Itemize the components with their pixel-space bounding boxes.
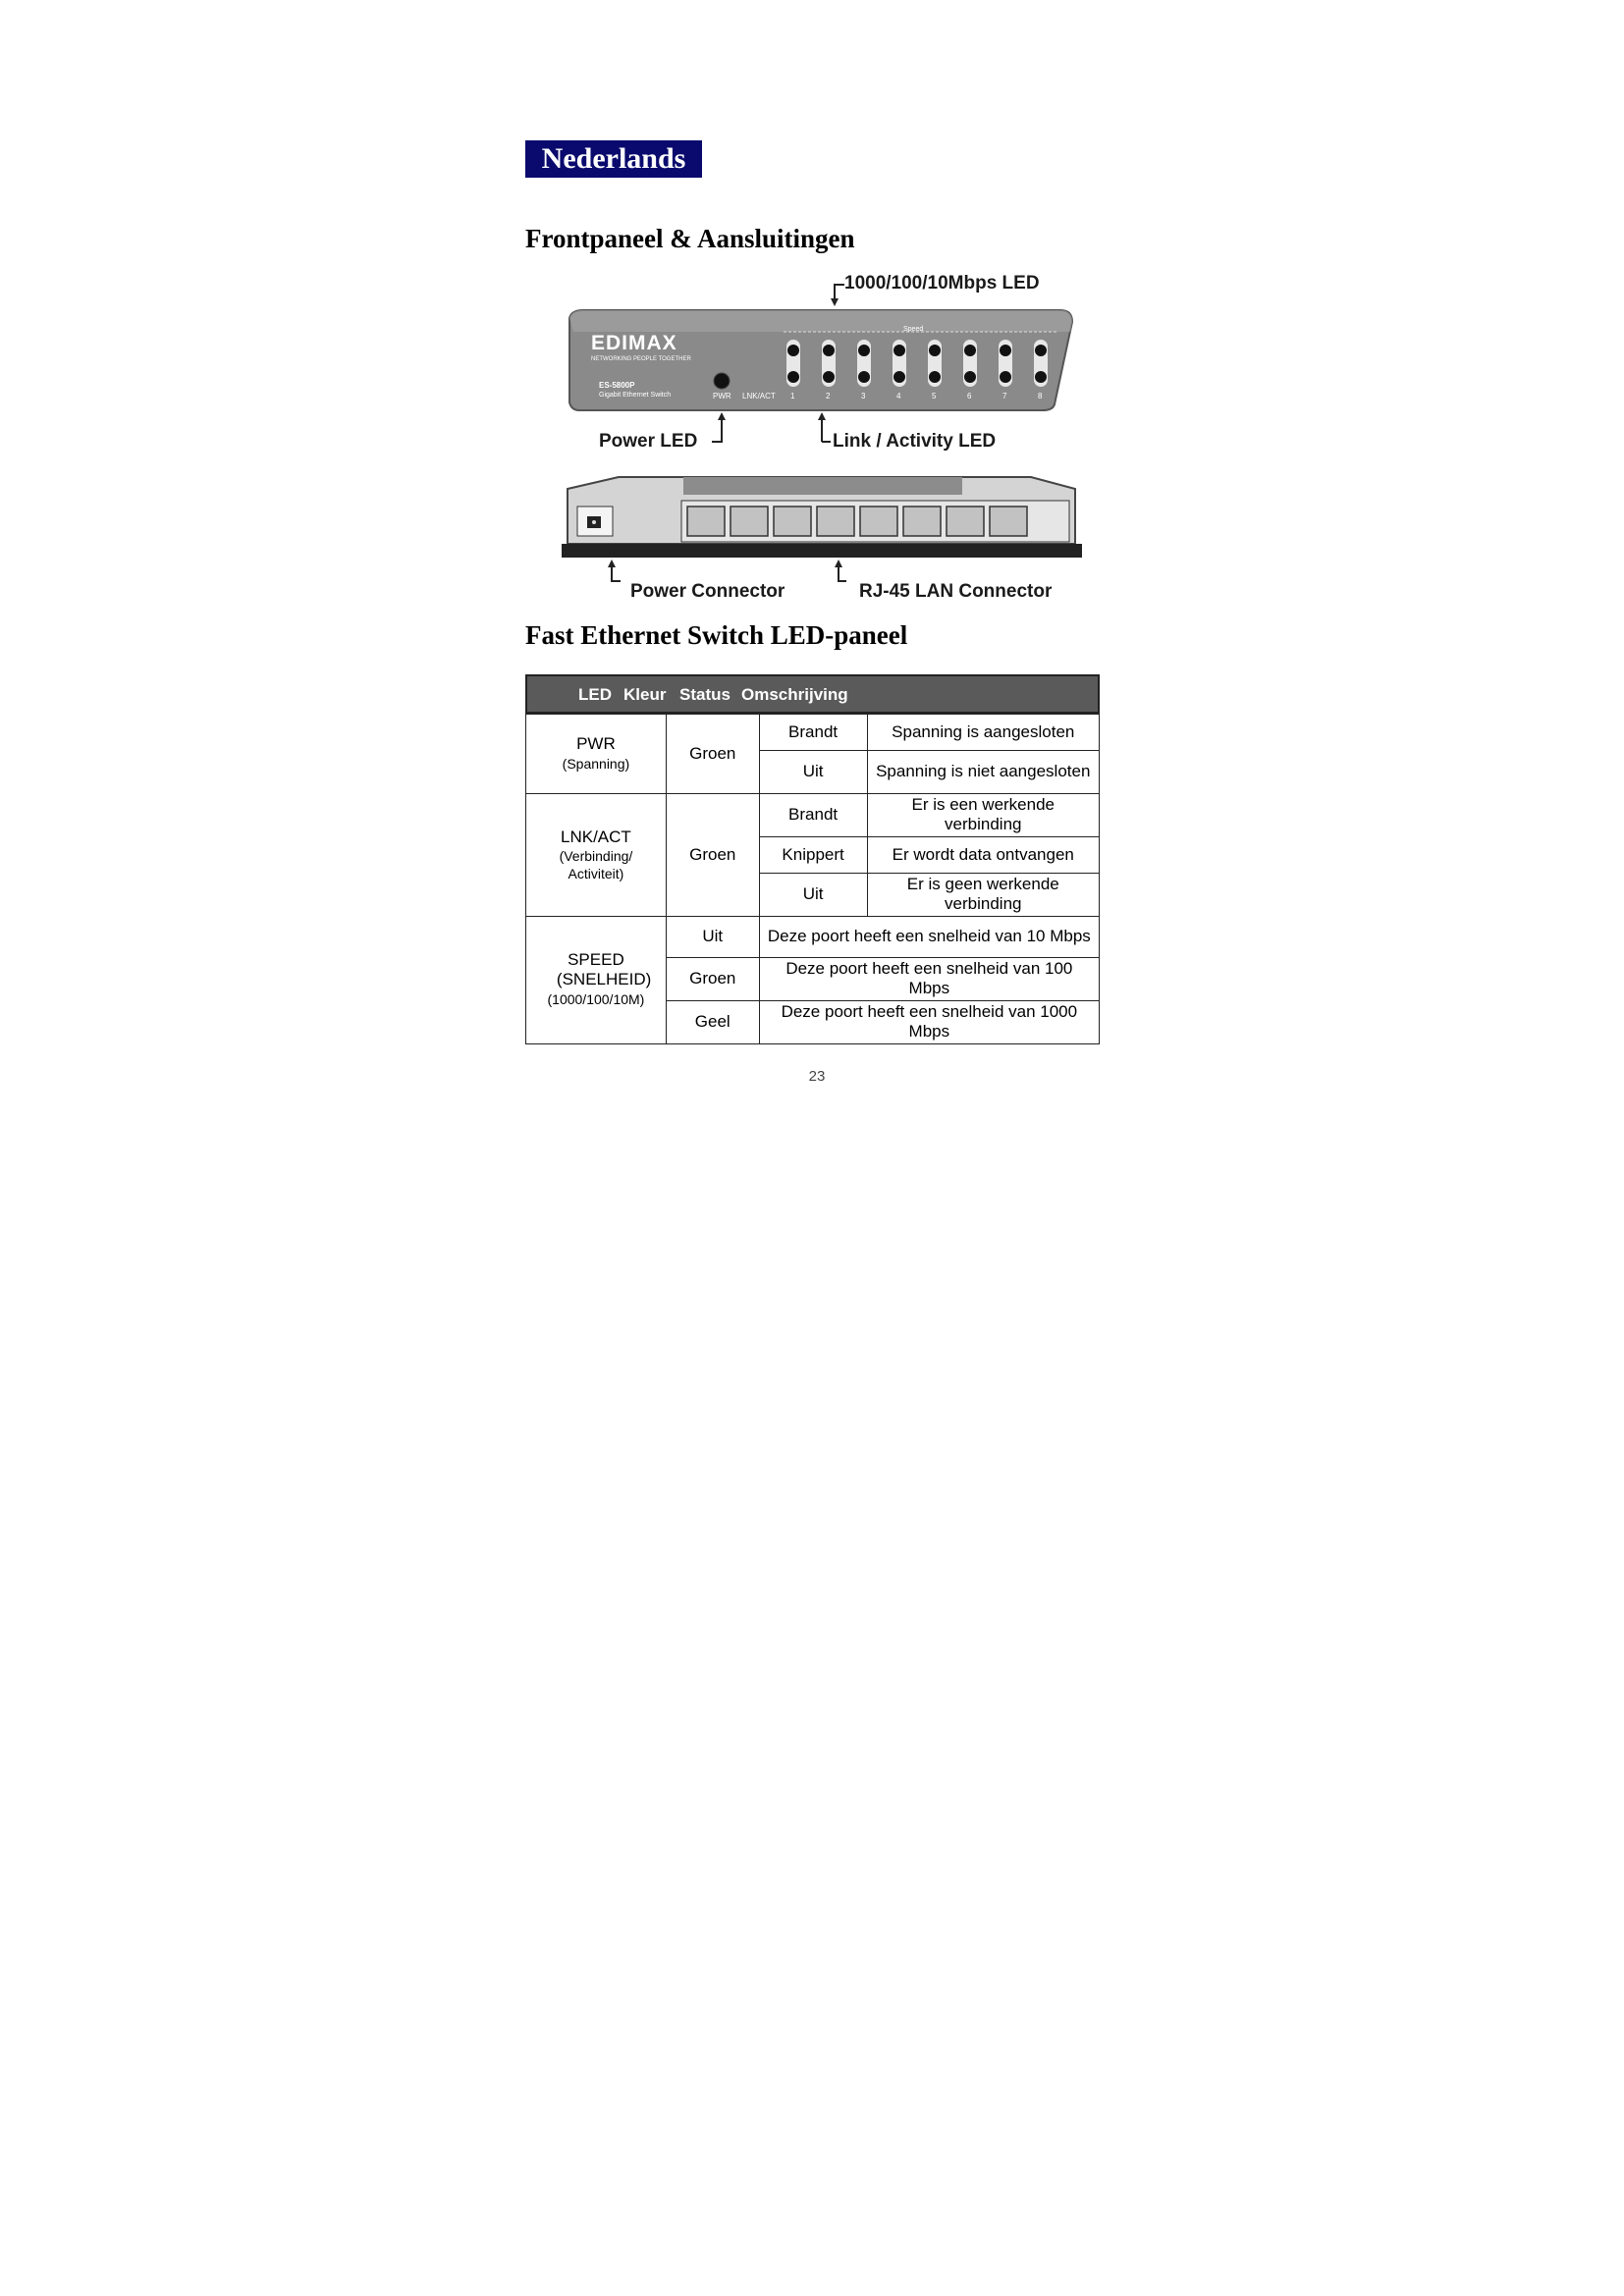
led-cell: LNK/ACT (Verbinding/ Activiteit) [526,793,667,916]
description-cell: Deze poort heeft een snelheid van 10 Mbps [759,916,1099,957]
header-omschrijving: Omschrijving [741,685,848,704]
port-number: 2 [826,392,831,400]
model-description: Gigabit Ethernet Switch [599,392,672,399]
port-number: 5 [932,392,937,400]
status-cell: Brandt [759,714,867,750]
color-cell: Groen [666,714,759,793]
power-led-callout: Power LED [599,431,698,452]
pwr-caption: PWR [713,392,731,400]
link-activity-led-callout: Link / Activity LED [833,431,997,452]
color-cell: Geel [666,1000,759,1043]
status-cell: Uit [759,750,867,793]
led-cell: SPEED (SNELHEID) (1000/100/10M) [526,916,667,1043]
brand-tagline: NETWORKING PEOPLE TOGETHER [591,356,691,362]
description-cell: Spanning is aangesloten [867,714,1099,750]
port-number: 1 [790,392,795,400]
table-row [526,793,1100,836]
brand-logo: EDIMAX [591,332,677,354]
led-table [525,674,1100,1044]
rj45-connector-callout: RJ-45 LAN Connector [859,581,1053,602]
model-number: ES-5800P [599,381,635,390]
description-cell: Er is geen werkende verbinding [867,873,1099,916]
status-cell: Brandt [759,793,867,836]
led-cell: PWR (Spanning) [526,714,667,793]
section-heading-front-panel: Frontpaneel & Aansluitingen [525,224,855,253]
table-row [526,714,1100,750]
header-status: Status [679,685,731,704]
status-cell: Knippert [759,836,867,873]
header-kleur: Kleur [623,685,667,704]
switch-illustration [550,267,1100,611]
speed-caption: Speed [903,326,924,333]
description-cell: Er wordt data ontvangen [867,836,1099,873]
color-cell: Groen [666,793,759,916]
power-connector-callout: Power Connector [630,581,785,602]
port-number: 8 [1038,392,1043,400]
speed-led-callout: 1000/100/10Mbps LED [844,273,1040,294]
port-number: 7 [1002,392,1007,400]
color-cell: Groen [666,957,759,1000]
port-number: 4 [896,392,901,400]
lnk-act-caption: LNK/ACT [742,392,776,400]
table-row [526,916,1100,957]
port-number: 6 [967,392,972,400]
description-cell: Er is een werkende verbinding [867,793,1099,836]
port-number: 3 [861,392,866,400]
description-cell: Spanning is niet aangesloten [867,750,1099,793]
status-cell: Uit [759,873,867,916]
section-heading-led-panel: Fast Ethernet Switch LED-paneel [525,620,908,650]
header-led: LED [578,685,612,704]
pwr-led [714,373,730,389]
color-cell: Uit [666,916,759,957]
description-cell: Deze poort heeft een snelheid van 1000 Mbps [759,1000,1099,1043]
page-number: 23 [808,1068,826,1085]
language-badge: Nederlands [525,140,702,178]
description-cell: Deze poort heeft een snelheid van 100 Mbps [759,957,1099,1000]
table-header [525,674,1100,714]
